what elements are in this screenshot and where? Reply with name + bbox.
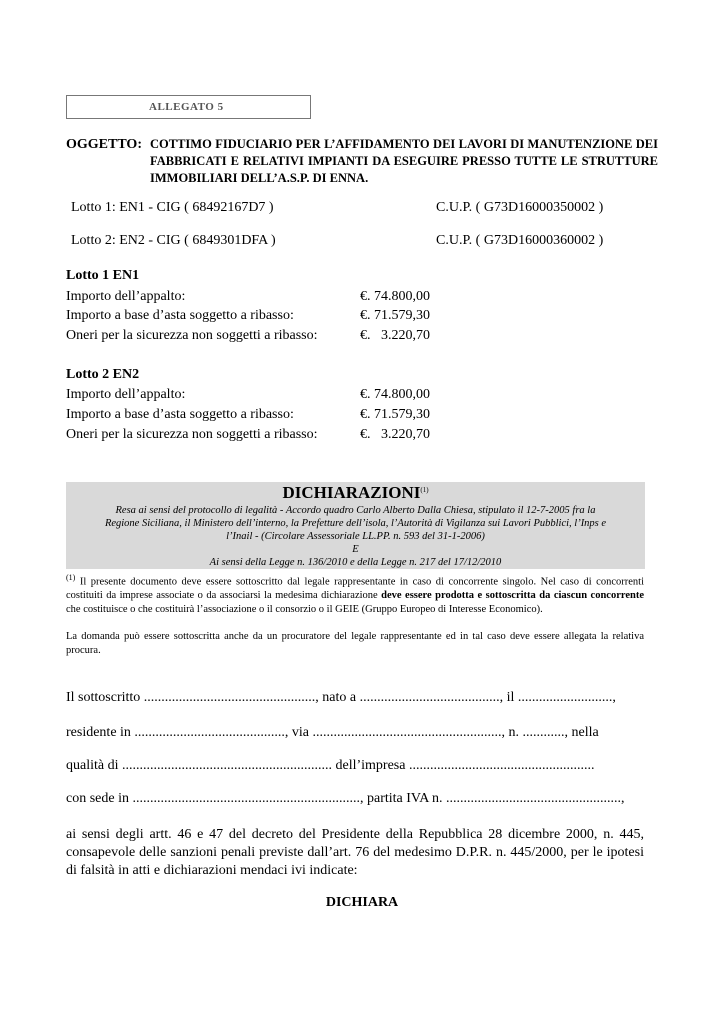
- oggetto-label: OGGETTO:: [66, 137, 142, 152]
- oggetto-text: COTTIMO FIDUCIARIO PER L’AFFIDAMENTO DEI LAVORI DI MANUTENZIONE DEI FABBRICATI E RELATIVI IMPIANTI DA ESEGUIRE PRESSO TUTTE LE STRUTTURE IMMOBILIARI DELL’A.S.P. DI ENNA.: [150, 137, 658, 185]
- footnote: [66, 571, 644, 616]
- lotto2-row-value: €. 3.220,70: [360, 427, 430, 442]
- allegato-box: [66, 95, 311, 119]
- lotto1-title: Lotto 1 EN1: [66, 268, 140, 283]
- dichiarazioni-sub-line: l’Inail - (Circolare Assessoriale LL.PP. n. 593 del 31-1-2006): [226, 531, 485, 542]
- dichiarazioni-title: DICHIARAZIONI: [282, 483, 421, 502]
- dichiarazioni-subtitle: [66, 504, 645, 569]
- footnote-text-bold: deve essere prodotta e sottoscritta da ciascun concorrente: [381, 590, 644, 601]
- lotto2-cig: Lotto 2: EN2 - CIG ( 6849301DFA ): [71, 233, 276, 248]
- lotto1-cup: C.U.P. ( G73D16000350002 ): [436, 200, 604, 215]
- lotto1-row-value: €. 74.800,00: [360, 289, 430, 304]
- dichiarazioni-title-line: [66, 483, 645, 503]
- footnote-text-1: Il presente documento deve essere sottoscritto dal legale rappresentante in caso di concorrente singolo. Nel caso di concorrenti costituiti da imprese associate o da associarsi la medesima dichiarazione: [66, 576, 644, 601]
- lotto1-row-value: €. 3.220,70: [360, 328, 430, 343]
- lotto1-row-label: Importo dell’appalto:: [66, 289, 186, 304]
- lotto1-row-value: €. 71.579,30: [360, 308, 430, 323]
- lotto1-row-label: Oneri per la sicurezza non soggetti a ribasso:: [66, 328, 318, 343]
- dichiarazioni-footnote-ref: (1): [420, 486, 429, 494]
- lotto1-cig: Lotto 1: EN1 - CIG ( 68492167D7 ): [71, 200, 274, 215]
- dichiarazioni-box: [66, 482, 645, 569]
- dichiarazioni-sub-line: Regione Siciliana, il Ministero dell’interno, la Prefetture dell’isola, l’Autorità di Vigilanza sui Lavori Pubblici, l’Inps e: [104, 518, 607, 529]
- dichiarazioni-sub-line: E: [352, 544, 359, 555]
- footnote-marker: (1): [66, 573, 76, 582]
- dichiarazioni-sub-line: Ai sensi della Legge n. 136/2010 e della Legge n. 217 del 17/12/2010: [209, 557, 502, 568]
- lotto2-title: Lotto 2 EN2: [66, 367, 140, 382]
- dichiara-heading: DICHIARA: [325, 895, 399, 910]
- fill-line-sede: con sede in ................................................................., partita IVA n. ..................................................,: [66, 791, 625, 806]
- footnote-text-2: che costituisce o che costituirà l’associazione o il consorzio o il GEIE (Gruppo Europeo di Interesse Economico).: [66, 603, 543, 615]
- lotto2-row-value: €. 71.579,30: [360, 407, 430, 422]
- fill-line-residente: residente in ..........................................., via ......................................................, n. ............, nella: [66, 725, 599, 740]
- lotto2-row-label: Importo dell’appalto:: [66, 387, 186, 402]
- fill-line-qualita: qualità di ............................................................ dell’impresa .....................................................: [66, 758, 595, 773]
- fill-line-sottoscritto: Il sottoscritto ................................................., nato a ........................................, il ...........................,: [66, 690, 616, 705]
- lotto2-row-value: €. 74.800,00: [360, 387, 430, 402]
- declaration-paragraph: ai sensi degli artt. 46 e 47 del decreto del Presidente della Repubblica 28 dicembre 2000, n. 445, consapevole delle sanzioni penali previste dall’art. 76 del medesimo D.P.R. n. 445/2000, per le ipotesi di falsità in atti e dichiarazioni mendaci ivi indicate:: [66, 827, 644, 878]
- dichiarazioni-sub-line: Resa ai sensi del protocollo di legalità - Accordo quadro Carlo Alberto Dalla Chiesa, stipulato il 12-7-2005 fra la: [115, 505, 596, 516]
- lotto2-row-label: Importo a base d’asta soggetto a ribasso:: [66, 407, 294, 422]
- lotto2-row-label: Oneri per la sicurezza non soggetti a ribasso:: [66, 427, 318, 442]
- footnote-procura: La domanda può essere sottoscritta anche da un procuratore del legale rappresentante ed in tal caso deve essere allegata la relativa procura.: [66, 631, 644, 656]
- lotto1-row-label: Importo a base d’asta soggetto a ribasso:: [66, 308, 294, 323]
- allegato-label: ALLEGATO 5: [149, 101, 224, 113]
- lotto2-cup: C.U.P. ( G73D16000360002 ): [436, 233, 604, 248]
